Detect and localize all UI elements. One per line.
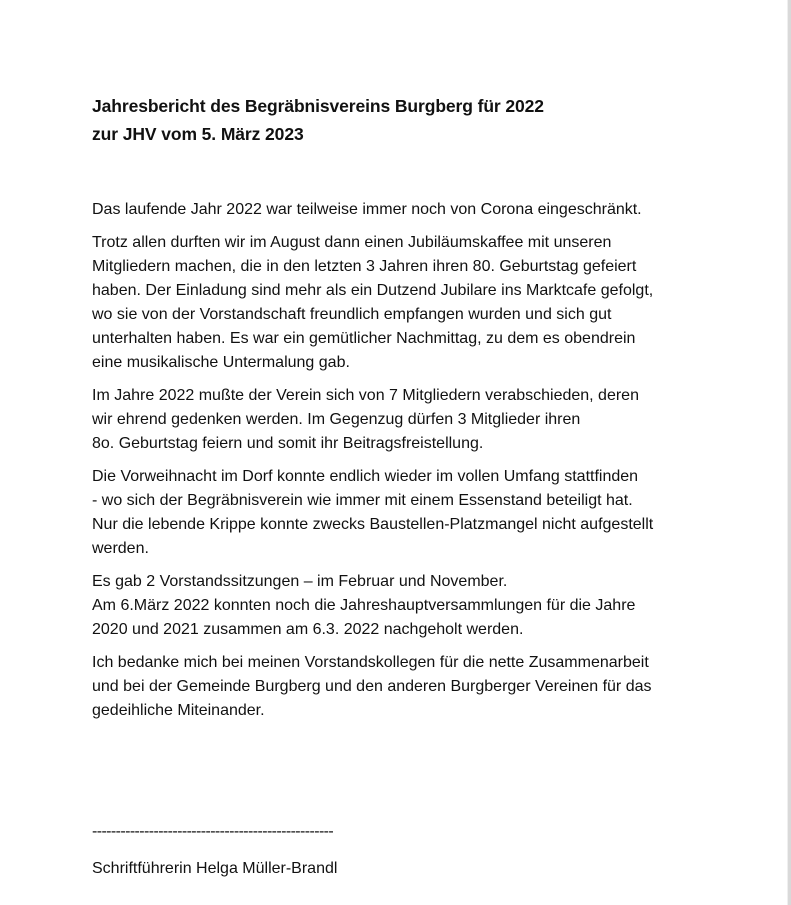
paragraph-jubilaeumskaffee	[92, 231, 732, 375]
paragraph-mitglieder	[92, 384, 732, 456]
title-line-2: zur JHV vom 5. März 2023	[92, 124, 304, 144]
paragraph-dank	[92, 651, 732, 723]
paragraph-vorstandssitzungen	[92, 570, 732, 642]
paragraph-line: - wo sich der Begräbnisverein wie immer mit einem Essenstand beteiligt hat.	[92, 492, 633, 509]
paragraph-line: 8o. Geburtstag feiern und somit ihr Beitragsfreistellung.	[92, 435, 484, 452]
signature-divider: ---------------------------------------------------	[92, 823, 334, 840]
document-title	[92, 92, 732, 148]
paragraph-line: werden.	[92, 540, 149, 557]
paragraph-line: Trotz allen durften wir im August dann einen Jubiläumskaffee mit unseren	[92, 234, 612, 251]
document-body	[92, 198, 732, 732]
paragraph-line: Im Jahre 2022 mußte der Verein sich von 7 Mitgliedern verabschieden, deren	[92, 387, 639, 404]
signature-name: Schriftführerin Helga Müller-Brandl	[92, 860, 338, 877]
paragraph-line: Mitgliedern machen, die in den letzten 3 Jahren ihren 80. Geburtstag gefeiert	[92, 258, 637, 275]
paragraph-vorweihnacht	[92, 465, 732, 561]
paragraph-line: Es gab 2 Vorstandssitzungen – im Februar und November.	[92, 573, 508, 590]
paragraph-line: Die Vorweihnacht im Dorf konnte endlich wieder im vollen Umfang stattfinden	[92, 468, 639, 485]
paragraph-line: haben. Der Einladung sind mehr als ein Dutzend Jubilare ins Marktcafe gefolgt,	[92, 282, 654, 299]
paragraph-line: Das laufende Jahr 2022 war teilweise immer noch von Corona eingeschränkt.	[92, 201, 642, 218]
paragraph-line: 2020 und 2021 zusammen am 6.3. 2022 nachgeholt werden.	[92, 621, 524, 638]
paragraph-line: unterhalten haben. Es war ein gemütlicher Nachmittag, zu dem es obendrein	[92, 330, 636, 347]
paragraph-line: Ich bedanke mich bei meinen Vorstandskollegen für die nette Zusammenarbeit	[92, 654, 649, 671]
paragraph-corona	[92, 198, 732, 222]
paragraph-line: wir ehrend gedenken werden. Im Gegenzug dürfen 3 Mitglieder ihren	[92, 411, 581, 428]
paragraph-line: wo sie von der Vorstandschaft freundlich empfangen wurden und sich gut	[92, 306, 612, 323]
paragraph-line: und bei der Gemeinde Burgberg und den anderen Burgberger Vereinen für das	[92, 678, 652, 695]
paragraph-line: eine musikalische Untermalung gab.	[92, 354, 350, 371]
paragraph-line: gedeihliche Miteinander.	[92, 702, 265, 719]
paragraph-line: Nur die lebende Krippe konnte zwecks Baustellen-Platzmangel nicht aufgestellt	[92, 516, 654, 533]
title-line-1: Jahresbericht des Begräbnisvereins Burgberg für 2022	[92, 96, 544, 116]
paragraph-line: Am 6.März 2022 konnten noch die Jahreshauptversammlungen für die Jahre	[92, 597, 636, 614]
